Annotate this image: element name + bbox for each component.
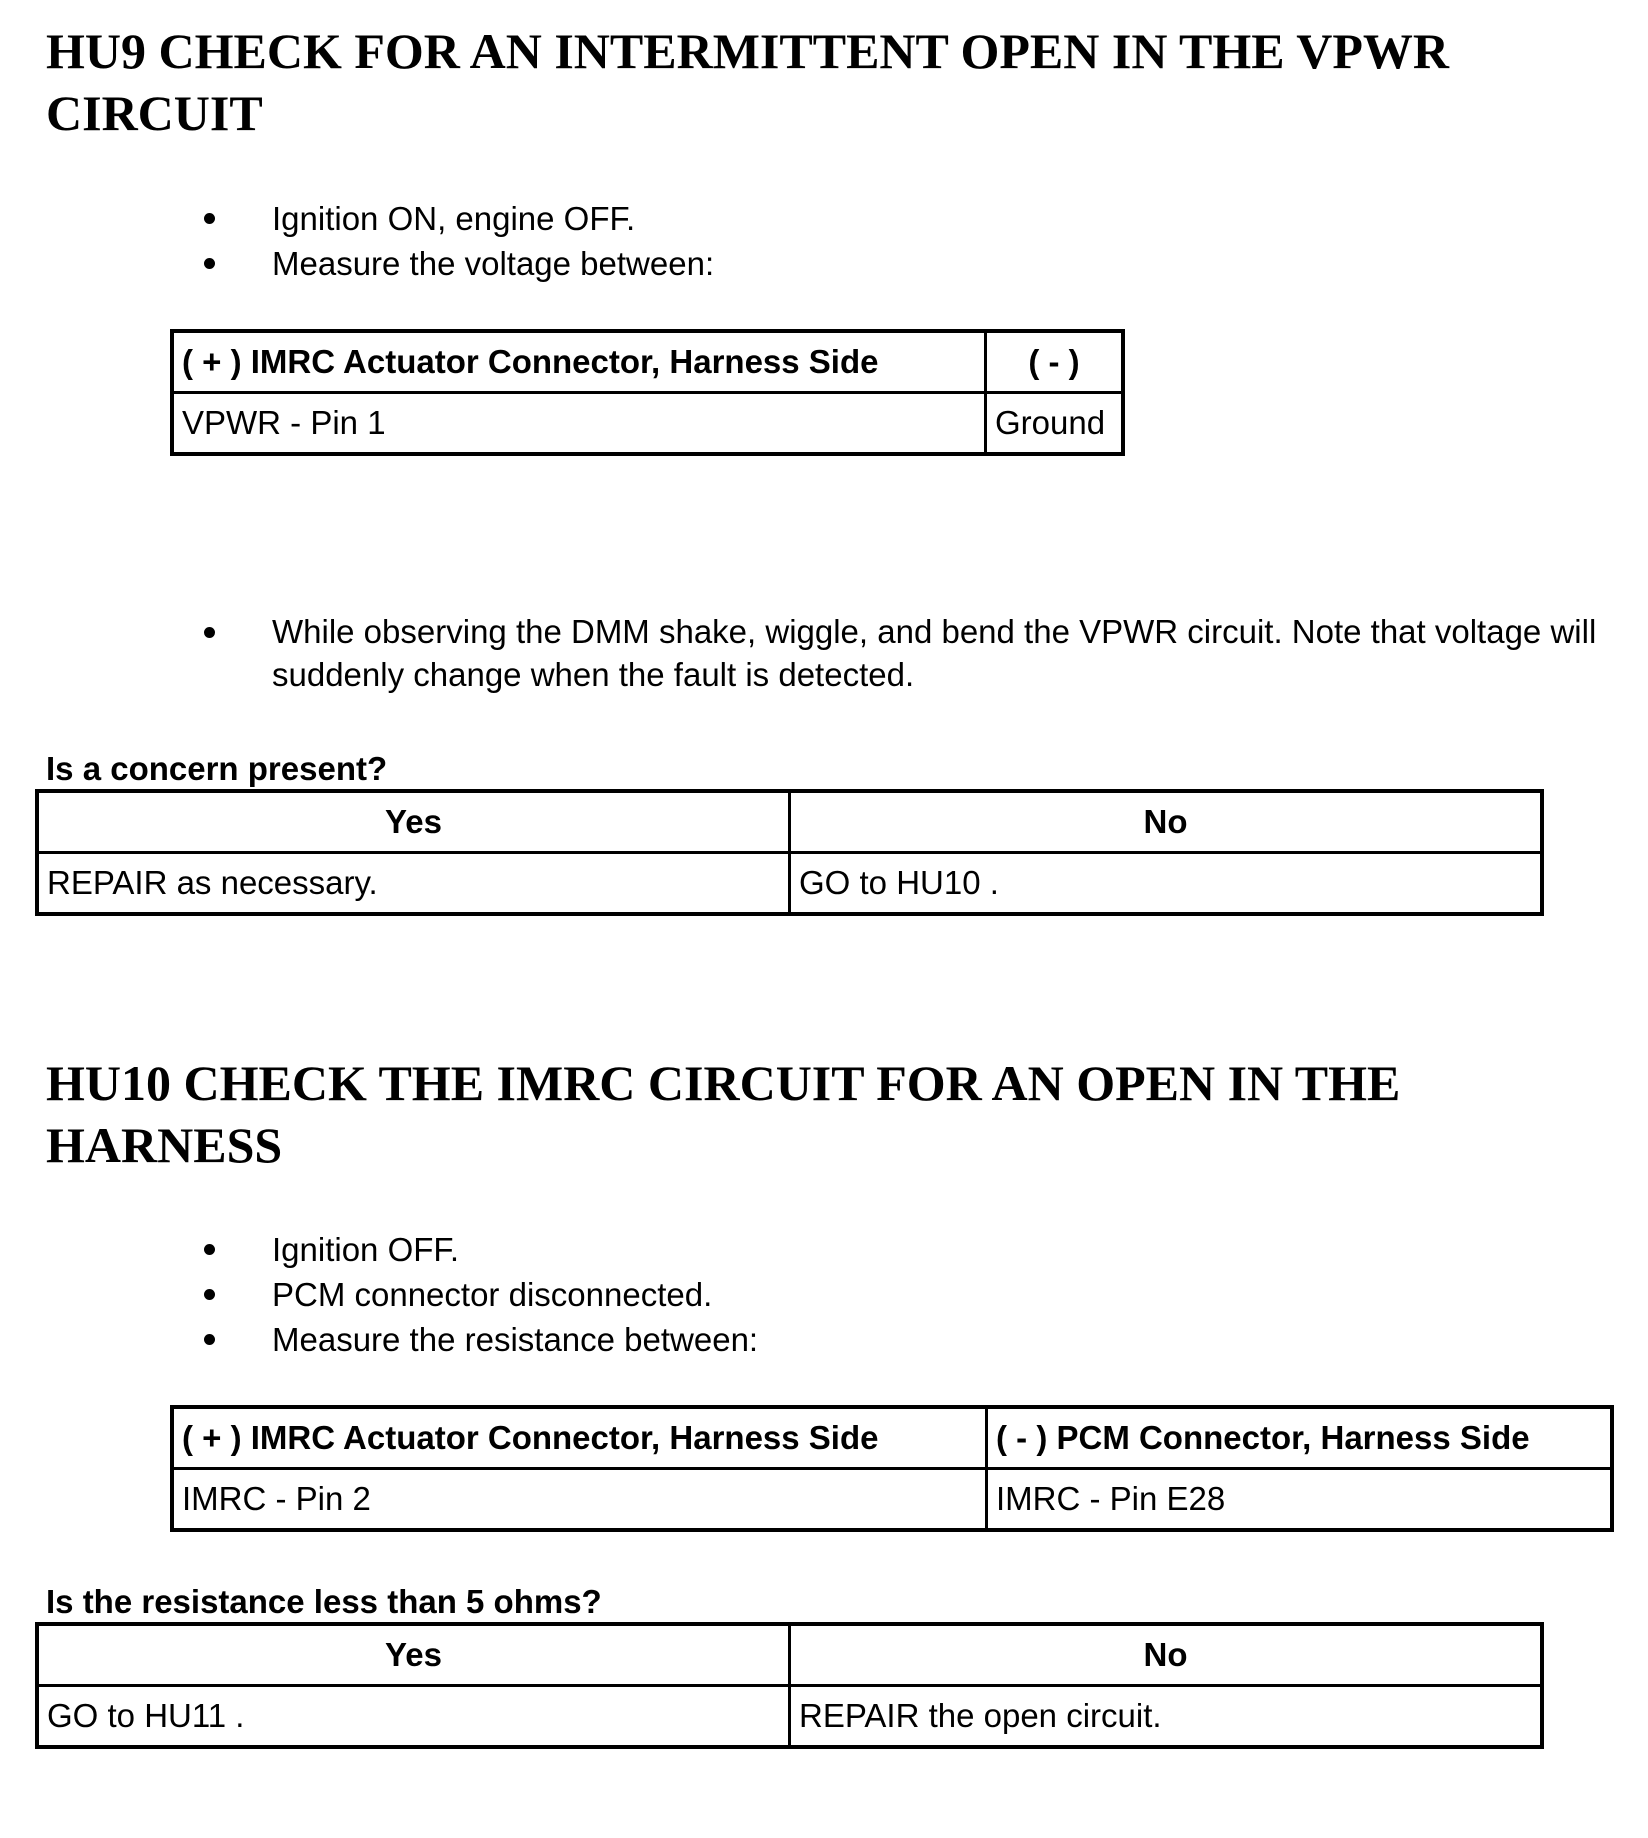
table-row [37,853,1542,915]
bullet-icon [204,1334,215,1345]
bullet-icon [204,213,215,224]
hu9-decision-table [35,789,1544,916]
table-header-cell: No [790,1624,1543,1686]
table-row [172,1469,1612,1531]
table-header-row [172,331,1123,393]
hu10-heading-line1: HU10 CHECK THE IMRC CIRCUIT FOR AN OPEN IN THE [46,1055,1401,1111]
table-header-row [37,1624,1542,1686]
table-cell: GO to HU11 . [37,1686,790,1748]
hu10-steps-list [200,1227,758,1362]
hu10-heading-line2: HARNESS [46,1117,283,1173]
hu9-note-list [200,610,1600,696]
hu9-heading-line1: HU9 CHECK FOR AN INTERMITTENT OPEN IN THE VPWR [46,23,1449,79]
table-header-cell: ( + ) IMRC Actuator Connector, Harness Side [172,331,986,393]
table-row [37,1686,1542,1748]
list-item: Measure the voltage between: [200,241,714,286]
table-header-cell: Yes [37,791,790,853]
hu10-question: Is the resistance less than 5 ohms? [46,1583,602,1620]
bullet-icon [204,627,215,638]
hu9-steps-list [200,196,714,286]
hu9-note: While observing the DMM shake, wiggle, and bend the VPWR circuit. Note that voltage will suddenly change when the fault is detected. [272,613,1597,693]
table-row [172,393,1123,455]
table-header-cell: ( - ) PCM Connector, Harness Side [987,1407,1613,1469]
table-cell: REPAIR the open circuit. [790,1686,1543,1748]
table-cell: REPAIR as necessary. [37,853,790,915]
hu9-question: Is a concern present? [46,750,388,787]
table-cell: GO to HU10 . [790,853,1543,915]
hu10-heading [46,1052,1400,1176]
list-item: Ignition OFF. [200,1227,758,1272]
table-header-row [172,1407,1612,1469]
hu9-heading [46,20,1449,144]
table-header-cell: ( - ) [986,331,1124,393]
table-header-cell: No [790,791,1543,853]
table-header-cell: ( + ) IMRC Actuator Connector, Harness Side [172,1407,987,1469]
hu10-decision-table [35,1622,1544,1749]
table-cell: Ground [986,393,1124,455]
hu10-measure-table [170,1405,1614,1532]
list-item: Ignition ON, engine OFF. [200,196,714,241]
list-item [200,610,1600,696]
hu9-measure-table [170,329,1125,456]
bullet-icon [204,1244,215,1255]
table-header-row [37,791,1542,853]
list-item: PCM connector disconnected. [200,1272,758,1317]
table-cell: IMRC - Pin E28 [987,1469,1613,1531]
table-cell: VPWR - Pin 1 [172,393,986,455]
table-cell: IMRC - Pin 2 [172,1469,987,1531]
table-header-cell: Yes [37,1624,790,1686]
list-item: Measure the resistance between: [200,1317,758,1362]
hu9-heading-line2: CIRCUIT [46,85,263,141]
bullet-icon [204,1289,215,1300]
bullet-icon [204,258,215,269]
